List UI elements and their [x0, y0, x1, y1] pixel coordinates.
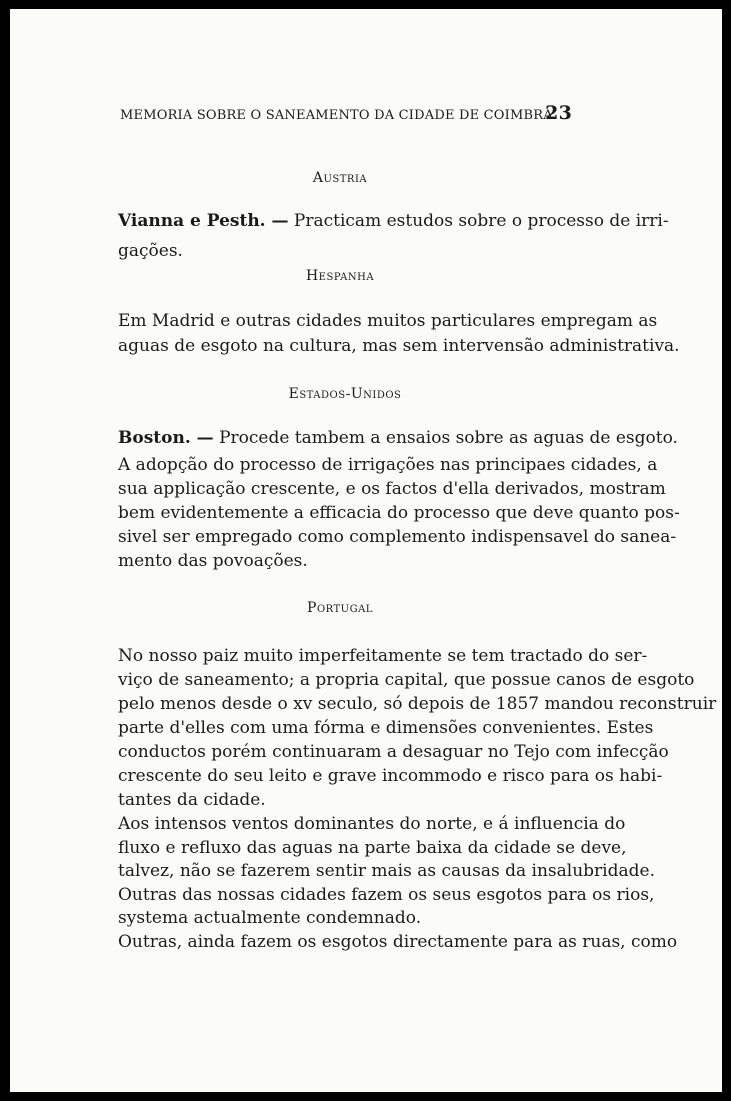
paragraph-line: Outras das nossas cidades fazem os seus esgotos para os rios,: [118, 885, 655, 905]
paragraph-line: [118, 210, 669, 232]
paragraph-line: sua applicação crescente, e os factos d'ella derivados, mostram: [118, 479, 666, 499]
page-number: 23: [545, 102, 572, 124]
paragraph-line: talvez, não se fazerem sentir mais as causas da insalubridade.: [118, 861, 655, 881]
paragraph-line: Em Madrid e outras cidades muitos particulares empregam as: [118, 311, 658, 331]
paragraph-text: Practicam estudos sobre o processo de irri-: [293, 211, 669, 231]
paragraph-line: pelo menos desde o xv seculo, só depois de 1857 mandou reconstruir: [118, 694, 717, 714]
paragraph-line: mento das povoações.: [118, 551, 308, 571]
paragraph-line: bem evidentemente a efficacia do processo que deve quanto pos-: [118, 503, 680, 523]
heading-portugal: Portugal: [307, 600, 373, 616]
paragraph-line: No nosso paiz muito imperfeitamente se tem tractado do ser-: [118, 646, 648, 666]
paragraph-line: parte d'elles com uma fórma e dimensões convenientes. Estes: [118, 718, 654, 738]
place-label-boston: Boston. —: [118, 428, 214, 448]
paragraph-line: sivel ser empregado como complemento indispensavel do sanea-: [118, 527, 677, 547]
paragraph-line: tantes da cidade.: [118, 790, 266, 810]
heading-estados-unidos: Estados-Unidos: [288, 386, 402, 402]
paragraph-text: Procede tambem a ensaios sobre as aguas de esgoto.: [219, 428, 678, 448]
heading-hespanha: Hespanha: [305, 268, 375, 284]
paragraph-line: crescente do seu leito e grave incommodo e risco para os habi-: [118, 766, 663, 786]
running-title: MEMORIA SOBRE O SANEAMENTO DA CIDADE DE COIMBRA: [120, 108, 553, 123]
paragraph-line: conductos porém continuaram a desaguar no Tejo com infecção: [118, 742, 669, 762]
paragraph-line: viço de saneamento; a propria capital, que possue canos de esgoto: [118, 670, 695, 690]
paragraph-line: [118, 427, 678, 449]
paragraph-line: Aos intensos ventos dominantes do norte, e á influencia do: [118, 814, 626, 834]
page-header: [120, 102, 572, 126]
paragraph-line: Outras, ainda fazem os esgotos directamente para as ruas, como: [118, 932, 678, 952]
paragraph-line: fluxo e refluxo das aguas na parte baixa da cidade se deve,: [118, 838, 627, 858]
paragraph-line: gações.: [118, 241, 183, 261]
paragraph-line: A adopção do processo de irrigações nas principaes cidades, a: [118, 455, 658, 475]
heading-austria: Austria: [312, 170, 368, 186]
paragraph-line: aguas de esgoto na cultura, mas sem intervensão administrativa.: [118, 336, 680, 356]
paragraph-line: systema actualmente condemnado.: [118, 908, 422, 928]
place-label-vianna-pesth: Vianna e Pesth. —: [118, 211, 289, 231]
